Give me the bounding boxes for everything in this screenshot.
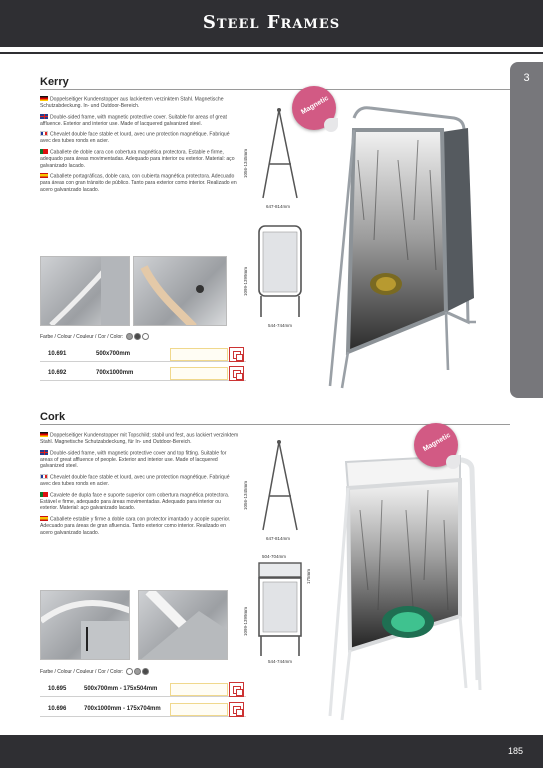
kerry-front-width-dim: 544-744mm [268, 323, 293, 328]
product-size: 500x700mm [96, 351, 131, 357]
german-flag-icon [40, 432, 48, 437]
cork-front-diagram [255, 560, 305, 658]
product-code: 10.692 [48, 370, 67, 376]
colour-label: Farbe / Colour / Couleur / Cor / Color: [40, 334, 124, 340]
french-flag-icon [40, 131, 48, 136]
cork-height-dim: 1056-1345mm [243, 480, 248, 510]
cork-front-width-dim: 544-744mm [268, 659, 293, 664]
kerry-description [40, 96, 240, 198]
cork-desc-fr: Chevalet double face stable et lourd, avec une protection magnétique. Fabriqué avec des tubes ronds en acier. [40, 474, 230, 488]
cork-product-image [320, 440, 490, 725]
colour-swatch-grey[interactable] [134, 668, 141, 675]
kerry-product-image [318, 100, 488, 390]
page-header [0, 0, 543, 47]
cork-title: Cork [40, 411, 66, 423]
table-row [40, 366, 246, 381]
cork-description [40, 432, 240, 540]
badge-page-curl [446, 455, 460, 469]
cork-colour-row [40, 668, 149, 675]
product-pictogram-icon [229, 366, 244, 381]
kerry-rule [40, 89, 510, 90]
cork-detail-photo-2 [138, 590, 228, 660]
kerry-height-dim: 1056-1345mm [243, 148, 248, 178]
portuguese-flag-icon [40, 149, 48, 154]
product-code: 10.696 [48, 706, 67, 712]
page-title: Steel Frames [202, 12, 341, 33]
cork-front-height-dim: 1099-1399mm [243, 606, 248, 636]
product-pictogram-icon [229, 347, 244, 362]
cork-top-width-dim: 504-704mm [262, 554, 287, 559]
kerry-title: Kerry [40, 76, 69, 88]
cork-top-height-dim: 175mm [306, 568, 311, 584]
product-pictogram-icon [229, 682, 244, 697]
page-number: 185 [507, 746, 523, 756]
table-row [40, 702, 246, 717]
kerry-colour-row [40, 333, 149, 340]
colour-swatch-white[interactable] [142, 333, 149, 340]
colour-swatch-dark[interactable] [142, 668, 149, 675]
product-code: 10.695 [48, 686, 67, 692]
uk-flag-icon [40, 114, 48, 119]
spanish-flag-icon [40, 173, 48, 178]
page-footer [0, 735, 543, 768]
cork-desc-en: Double-sided frame, with magnetic protective cover and top fitting. Suitable for areas of great affluence of people. Exterior and interior use. Made of lacquered galvanized steel. [40, 450, 227, 470]
french-flag-icon [40, 474, 48, 479]
kerry-desc-fr: Chevalet double face stable et lourd, avec une protection magnétique. Fabriqué avec des tubes ronds en acier. [40, 131, 230, 145]
cork-desc-es: Cavalete de dupla face e suporte superior com cobertura magnética protectora. Estável e firme, adequado para áreas movimentadas. Adequado para interior ou exterior. Material: aço galvanizado lacado. [40, 492, 230, 512]
kerry-detail-photo-1 [40, 256, 130, 326]
uk-flag-icon [40, 450, 48, 455]
colour-swatch-dark[interactable] [134, 333, 141, 340]
kerry-desc-es: Caballete de doble cara con cobertura magnética protectora. Estable e firme, adequado para áreas movimentadas. Adequado para interior ou exterior. Material: aço galvanizado lacado. [40, 149, 235, 169]
order-input-box[interactable] [170, 683, 228, 696]
table-row [40, 347, 246, 362]
german-flag-icon [40, 96, 48, 101]
table-row [40, 682, 246, 697]
spanish-flag-icon [40, 516, 48, 521]
kerry-detail-photo-2 [133, 256, 227, 326]
colour-swatch-grey[interactable] [126, 333, 133, 340]
chapter-number: 3 [523, 72, 530, 84]
order-input-box[interactable] [170, 703, 228, 716]
order-input-box[interactable] [170, 348, 228, 361]
colour-label: Farbe / Colour / Couleur / Cor / Color: [40, 669, 124, 675]
product-size: 500x700mm - 175x504mm [84, 686, 158, 692]
kerry-magnetic-badge: Magnetic [292, 86, 336, 130]
kerry-desc-en: Double-sided frame, with magnetic protective cover. Suitable for areas of great affluence. Exterior and interior use. Made of lacquered galvanized steel. [40, 114, 227, 127]
cork-desc-de: Doppelseitiger Kundenstopper mit Topschild; stabil und fest, aus lackiert verzinktem Stahl. Magnetische Schutzabdeckung, für In- und Outdoor-Bereich. [40, 432, 239, 446]
kerry-desc-de: Doppelseitiger Kundenstopper aus lackiertem verzinktem Stahl. Magnetische Schutzabdeckung. In- und Outdoor-Bereich. [40, 96, 224, 110]
badge-page-curl [324, 118, 338, 132]
cork-depth-dim: 647-814mm [266, 536, 291, 541]
kerry-front-height-dim: 1099-1399mm [243, 266, 248, 296]
kerry-depth-dim: 647-814mm [266, 204, 291, 209]
portuguese-flag-icon [40, 492, 48, 497]
cork-desc-pt: Caballete estable y firme a doble cara con protector imantado y acople superior. Adecuado para áreas de gran afluencia. Tanto exterior como interior. Realizado en acero galvanizado lacado. [40, 516, 231, 536]
header-divider [0, 52, 543, 54]
product-pictogram-icon [229, 702, 244, 717]
cork-side-diagram [255, 438, 305, 534]
cork-magnetic-badge: Magnetic [414, 423, 458, 467]
kerry-front-diagram [255, 223, 305, 321]
product-code: 10.691 [48, 351, 67, 357]
colour-swatch-white[interactable] [126, 668, 133, 675]
cork-detail-photo-1 [40, 590, 130, 660]
order-input-box[interactable] [170, 367, 228, 380]
product-size: 700x1000mm - 175x704mm [84, 706, 161, 712]
kerry-desc-pt: Caballete portagráficas, doble cara, con cubierta magnética protectora. Adecuado para áreas con gran tránsito de público. Tanto para exterior como interior. Realizado en acero galvanizado lacado. [40, 173, 237, 194]
product-size: 700x1000mm [96, 370, 134, 376]
chapter-tab[interactable] [510, 62, 543, 398]
